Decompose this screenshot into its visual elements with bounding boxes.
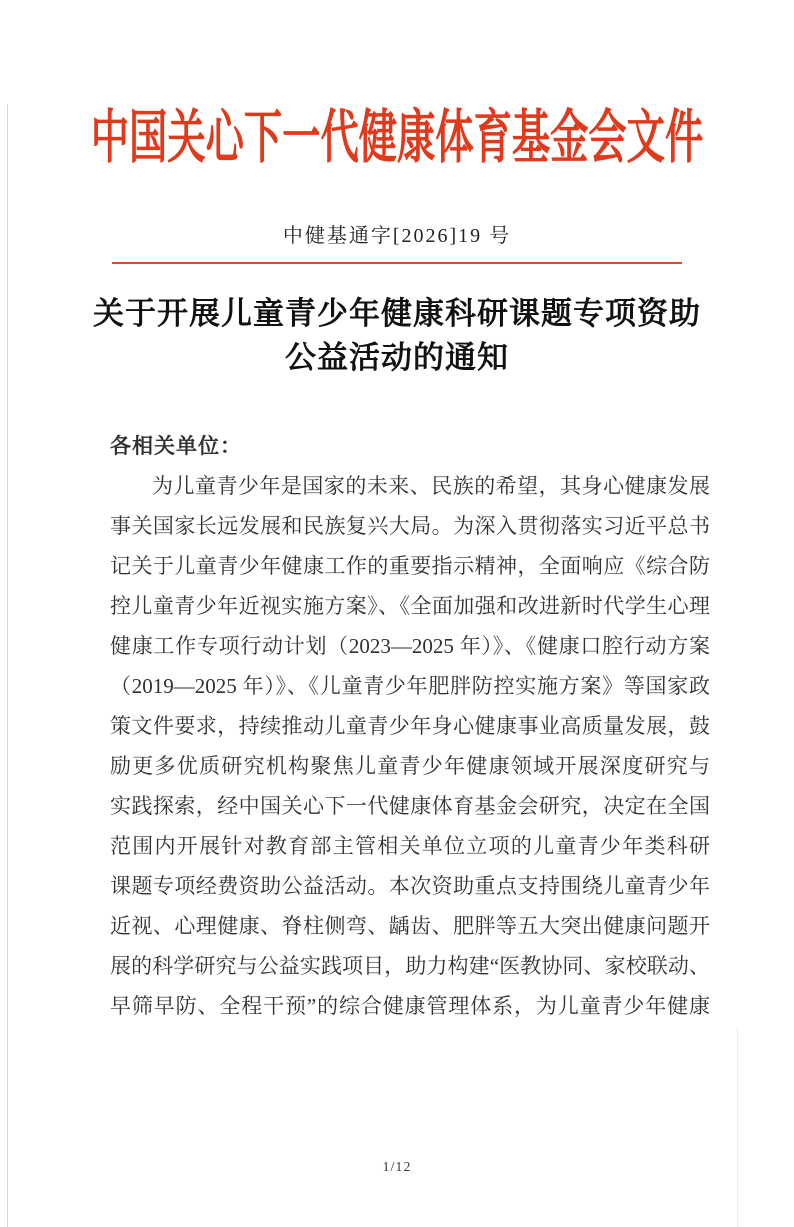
notice-title bbox=[0, 292, 794, 380]
body-line: 励更多优质研究机构聚焦儿童青少年健康领域开展深度研究与 bbox=[110, 754, 710, 778]
body-line: 早筛早防、全程干预”的综合健康管理体系，为儿童青少年健康 bbox=[110, 994, 710, 1018]
letterhead-title: 中国关心下一代健康体育基金会文件 bbox=[90, 105, 704, 170]
body-line: 事关国家长远发展和民族复兴大局。为深入贯彻落实习近平总书 bbox=[110, 514, 710, 538]
document-page bbox=[0, 104, 794, 1227]
scan-streak-artifact bbox=[737, 1027, 738, 1227]
document-number: 中健基通字[2026]19 号 bbox=[282, 225, 512, 247]
body-line: 范围内开展针对教育部主管相关单位立项的儿童青少年类科研 bbox=[110, 834, 710, 858]
body-line: 展的科学研究与公益实践项目，助力构建“医教协同、家校联动、 bbox=[110, 954, 710, 978]
body-line: （2019—2025 年）》、《儿童青少年肥胖防控实施方案》等国家政 bbox=[110, 674, 710, 698]
scan-edge-artifact bbox=[7, 104, 8, 1227]
body-line: 为儿童青少年是国家的未来、民族的希望，其身心健康发展 bbox=[152, 474, 710, 498]
red-divider-line bbox=[112, 262, 682, 264]
body-line: 控儿童青少年近视实施方案》、《全面加强和改进新时代学生心理 bbox=[110, 594, 710, 618]
letterhead bbox=[0, 104, 794, 172]
body-line: 课题专项经费资助公益活动。本次资助重点支持围绕儿童青少年 bbox=[110, 874, 710, 898]
document-body bbox=[110, 426, 710, 1026]
notice-title-line1: 关于开展儿童青少年健康科研课题专项资助 bbox=[93, 296, 701, 331]
body-line: 近视、心理健康、脊柱侧弯、龋齿、肥胖等五大突出健康问题开 bbox=[110, 914, 710, 938]
body-line: 健康工作专项行动计划（2023—2025 年）》、《健康口腔行动方案 bbox=[110, 634, 710, 658]
body-line: 策文件要求，持续推动儿童青少年身心健康事业高质量发展，鼓 bbox=[110, 714, 710, 738]
body-line: 实践探索，经中国关心下一代健康体育基金会研究，决定在全国 bbox=[110, 794, 710, 818]
notice-title-line2: 公益活动的通知 bbox=[285, 340, 509, 375]
salutation: 各相关单位： bbox=[110, 434, 242, 458]
page-number: 1/12 bbox=[382, 1160, 412, 1175]
body-line: 记关于儿童青少年健康工作的重要指示精神，全面响应《综合防 bbox=[110, 554, 710, 578]
